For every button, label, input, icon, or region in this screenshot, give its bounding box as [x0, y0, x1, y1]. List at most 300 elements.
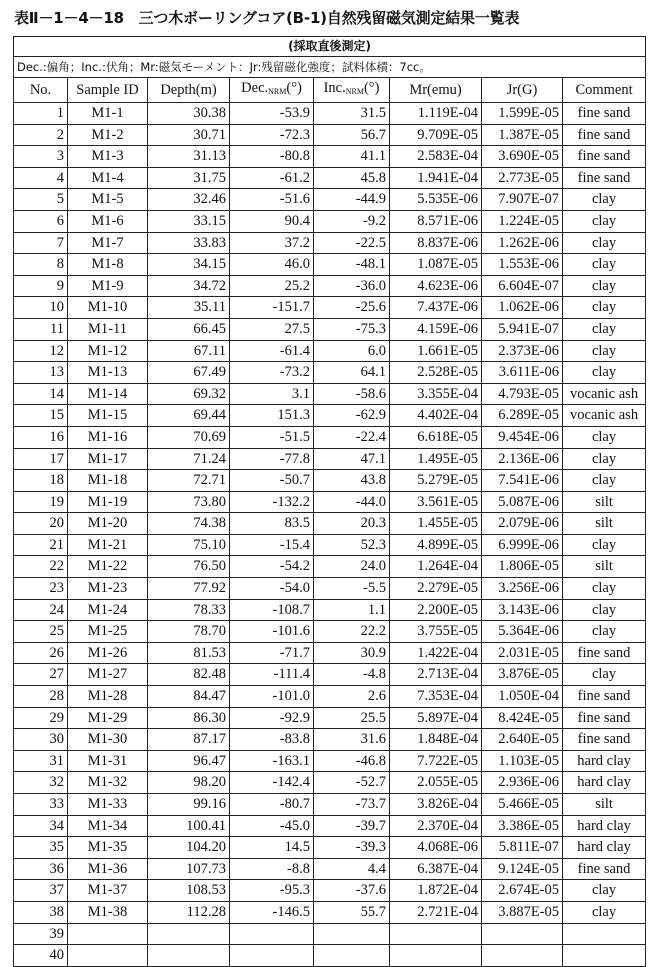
cell-inc: -9.2: [314, 210, 390, 232]
cell-mr: 4.623E-06: [390, 275, 482, 297]
cell-sample-id: M1-28: [68, 686, 148, 708]
cell-depth: 75.10: [148, 534, 230, 556]
cell-jr: 8.424E-05: [482, 707, 563, 729]
cell-depth: 77.92: [148, 578, 230, 600]
cell-depth: 86.30: [148, 707, 230, 729]
table-row: [14, 880, 646, 902]
cell-mr: 3.355E-04: [390, 383, 482, 405]
cell-sample-id: M1-26: [68, 642, 148, 664]
table-row: [14, 794, 646, 816]
cell-depth: 99.16: [148, 794, 230, 816]
cell-mr: 1.087E-05: [390, 254, 482, 276]
dec-header-main: Dec.: [241, 80, 269, 96]
cell-sample-id: M1-18: [68, 470, 148, 492]
cell-mr: 2.055E-05: [390, 772, 482, 794]
cell-comment: clay: [563, 232, 646, 254]
cell-inc: 43.8: [314, 470, 390, 492]
cell-sample-id: M1-2: [68, 124, 148, 146]
cell-no: 11: [14, 318, 68, 340]
cell-inc: 20.3: [314, 513, 390, 535]
cell-comment: clay: [563, 362, 646, 384]
cell-dec: 3.1: [230, 383, 314, 405]
cell-jr: 9.454E-06: [482, 426, 563, 448]
cell-comment: clay: [563, 621, 646, 643]
cell-dec: 14.5: [230, 837, 314, 859]
cell-mr: 4.402E-04: [390, 405, 482, 427]
cell-dec: -80.8: [230, 146, 314, 168]
cell-comment: clay: [563, 578, 646, 600]
cell-no: 7: [14, 232, 68, 254]
cell-comment: [563, 945, 646, 967]
cell-sample-id: M1-14: [68, 383, 148, 405]
cell-inc: 25.5: [314, 707, 390, 729]
cell-mr: 2.528E-05: [390, 362, 482, 384]
cell-jr: 2.079E-06: [482, 513, 563, 535]
cell-comment: clay: [563, 254, 646, 276]
cell-depth: 107.73: [148, 858, 230, 880]
table-row: [14, 858, 646, 880]
table-row: [14, 167, 646, 189]
cell-sample-id: M1-7: [68, 232, 148, 254]
cell-mr: 2.583E-04: [390, 146, 482, 168]
cell-inc: -58.6: [314, 383, 390, 405]
cell-dec: -72.3: [230, 124, 314, 146]
cell-depth: 112.28: [148, 901, 230, 923]
table-row: [14, 146, 646, 168]
cell-mr: 4.899E-05: [390, 534, 482, 556]
cell-mr: 1.455E-05: [390, 513, 482, 535]
cell-mr: 1.941E-04: [390, 167, 482, 189]
cell-dec: -73.2: [230, 362, 314, 384]
cell-comment: fine sand: [563, 103, 646, 125]
cell-inc: 55.7: [314, 901, 390, 923]
dec-header-sub: NRM: [268, 87, 287, 96]
cell-depth: 35.11: [148, 297, 230, 319]
cell-comment: fine sand: [563, 858, 646, 880]
cell-mr: 1.495E-05: [390, 448, 482, 470]
cell-sample-id: M1-15: [68, 405, 148, 427]
table-row: [14, 275, 646, 297]
cell-comment: hard clay: [563, 750, 646, 772]
document-title: 表Ⅱ－1－4－18 三つ木ボーリングコア(B-1)自然残留磁気測定結果一覧表: [14, 9, 520, 27]
cell-mr: 5.279E-05: [390, 470, 482, 492]
cell-jr: 1.553E-06: [482, 254, 563, 276]
cell-depth: 74.38: [148, 513, 230, 535]
table-row: [14, 729, 646, 751]
cell-inc: 31.5: [314, 103, 390, 125]
results-table: [13, 36, 646, 967]
cell-sample-id: M1-8: [68, 254, 148, 276]
cell-jr: 3.887E-05: [482, 901, 563, 923]
cell-depth: 84.47: [148, 686, 230, 708]
cell-no: 36: [14, 858, 68, 880]
cell-jr: 5.941E-07: [482, 318, 563, 340]
cell-dec: -8.8: [230, 858, 314, 880]
col-header-mr: Mr(emu): [390, 78, 482, 103]
cell-jr: 1.262E-06: [482, 232, 563, 254]
cell-inc: 45.8: [314, 167, 390, 189]
cell-mr: 1.119E-04: [390, 103, 482, 125]
cell-inc: 4.4: [314, 858, 390, 880]
cell-mr: 6.387E-04: [390, 858, 482, 880]
cell-jr: 3.143E-06: [482, 599, 563, 621]
cell-comment: silt: [563, 794, 646, 816]
cell-jr: 2.640E-05: [482, 729, 563, 751]
cell-comment: fine sand: [563, 124, 646, 146]
cell-sample-id: M1-1: [68, 103, 148, 125]
cell-comment: vocanic ash: [563, 383, 646, 405]
table-row: [14, 901, 646, 923]
cell-inc: 56.7: [314, 124, 390, 146]
cell-no: 20: [14, 513, 68, 535]
cell-mr: 9.709E-05: [390, 124, 482, 146]
cell-no: 12: [14, 340, 68, 362]
cell-comment: clay: [563, 340, 646, 362]
cell-sample-id: [68, 923, 148, 945]
table-row: [14, 232, 646, 254]
cell-depth: 69.32: [148, 383, 230, 405]
cell-inc: 52.3: [314, 534, 390, 556]
cell-mr: 2.721E-04: [390, 901, 482, 923]
cell-inc: -5.5: [314, 578, 390, 600]
cell-inc: 30.9: [314, 642, 390, 664]
cell-comment: clay: [563, 664, 646, 686]
cell-depth: 81.53: [148, 642, 230, 664]
cell-jr: 5.811E-07: [482, 837, 563, 859]
cell-jr: [482, 945, 563, 967]
cell-comment: hard clay: [563, 815, 646, 837]
cell-no: 35: [14, 837, 68, 859]
cell-mr: 4.159E-06: [390, 318, 482, 340]
cell-comment: clay: [563, 448, 646, 470]
cell-depth: [148, 923, 230, 945]
cell-jr: 4.793E-05: [482, 383, 563, 405]
cell-no: 10: [14, 297, 68, 319]
cell-jr: 5.364E-06: [482, 621, 563, 643]
cell-depth: 78.70: [148, 621, 230, 643]
cell-no: 37: [14, 880, 68, 902]
cell-no: 21: [14, 534, 68, 556]
table-caption: (採取直後測定): [14, 37, 646, 57]
cell-depth: 30.71: [148, 124, 230, 146]
cell-jr: 1.387E-05: [482, 124, 563, 146]
cell-mr: 1.422E-04: [390, 642, 482, 664]
cell-sample-id: M1-33: [68, 794, 148, 816]
table-row: [14, 340, 646, 362]
cell-jr: 2.674E-05: [482, 880, 563, 902]
cell-comment: hard clay: [563, 772, 646, 794]
cell-dec: 37.2: [230, 232, 314, 254]
table-row: [14, 621, 646, 643]
cell-sample-id: M1-10: [68, 297, 148, 319]
cell-depth: 108.53: [148, 880, 230, 902]
cell-mr: 7.437E-06: [390, 297, 482, 319]
cell-dec: -54.2: [230, 556, 314, 578]
cell-dec: -108.7: [230, 599, 314, 621]
table-row: [14, 254, 646, 276]
cell-depth: 34.72: [148, 275, 230, 297]
cell-comment: clay: [563, 880, 646, 902]
cell-comment: clay: [563, 210, 646, 232]
cell-jr: 5.466E-05: [482, 794, 563, 816]
cell-dec: -54.0: [230, 578, 314, 600]
cell-sample-id: M1-37: [68, 880, 148, 902]
table-row: [14, 815, 646, 837]
cell-dec: -111.4: [230, 664, 314, 686]
cell-sample-id: M1-21: [68, 534, 148, 556]
cell-no: 26: [14, 642, 68, 664]
cell-sample-id: M1-23: [68, 578, 148, 600]
table-row: [14, 124, 646, 146]
table-row: [14, 189, 646, 211]
cell-jr: 3.256E-06: [482, 578, 563, 600]
cell-depth: 76.50: [148, 556, 230, 578]
cell-depth: 31.75: [148, 167, 230, 189]
cell-jr: 1.599E-05: [482, 103, 563, 125]
cell-mr: 3.755E-05: [390, 621, 482, 643]
table-row: [14, 405, 646, 427]
cell-depth: 104.20: [148, 837, 230, 859]
cell-no: 29: [14, 707, 68, 729]
cell-no: 9: [14, 275, 68, 297]
cell-inc: [314, 923, 390, 945]
cell-dec: -142.4: [230, 772, 314, 794]
cell-dec: -51.5: [230, 426, 314, 448]
cell-dec: -15.4: [230, 534, 314, 556]
table-legend: Dec.:偏角；Inc.:伏角；Mr:磁気モーメント：Jr:残留磁化強度；試料体積：7cc。: [14, 57, 646, 78]
cell-comment: clay: [563, 426, 646, 448]
cell-no: 27: [14, 664, 68, 686]
cell-comment: clay: [563, 534, 646, 556]
table-row: [14, 297, 646, 319]
table-row: [14, 945, 646, 967]
cell-jr: 2.773E-05: [482, 167, 563, 189]
cell-inc: -39.7: [314, 815, 390, 837]
cell-sample-id: M1-11: [68, 318, 148, 340]
cell-depth: 96.47: [148, 750, 230, 772]
table-row: [14, 426, 646, 448]
cell-mr: 1.264E-04: [390, 556, 482, 578]
table-row: [14, 513, 646, 535]
cell-dec: -61.2: [230, 167, 314, 189]
cell-comment: clay: [563, 470, 646, 492]
cell-comment: hard clay: [563, 837, 646, 859]
cell-comment: vocanic ash: [563, 405, 646, 427]
cell-depth: 66.45: [148, 318, 230, 340]
cell-dec: -61.4: [230, 340, 314, 362]
cell-inc: 24.0: [314, 556, 390, 578]
cell-inc: -44.9: [314, 189, 390, 211]
cell-no: 14: [14, 383, 68, 405]
cell-sample-id: M1-34: [68, 815, 148, 837]
cell-comment: clay: [563, 297, 646, 319]
cell-no: 34: [14, 815, 68, 837]
cell-inc: -75.3: [314, 318, 390, 340]
cell-inc: 22.2: [314, 621, 390, 643]
cell-dec: [230, 923, 314, 945]
cell-mr: 6.618E-05: [390, 426, 482, 448]
table-row: [14, 923, 646, 945]
cell-no: 3: [14, 146, 68, 168]
cell-jr: 7.907E-07: [482, 189, 563, 211]
inc-header-unit: (°): [363, 80, 380, 96]
cell-dec: 46.0: [230, 254, 314, 276]
cell-no: 24: [14, 599, 68, 621]
cell-depth: 70.69: [148, 426, 230, 448]
cell-jr: 6.604E-07: [482, 275, 563, 297]
cell-jr: 1.224E-05: [482, 210, 563, 232]
cell-mr: 5.897E-04: [390, 707, 482, 729]
cell-no: 23: [14, 578, 68, 600]
cell-dec: -151.7: [230, 297, 314, 319]
cell-depth: 33.83: [148, 232, 230, 254]
cell-jr: 2.136E-06: [482, 448, 563, 470]
cell-no: 6: [14, 210, 68, 232]
header-row: [14, 78, 646, 103]
cell-inc: -39.3: [314, 837, 390, 859]
cell-sample-id: M1-3: [68, 146, 148, 168]
cell-inc: 6.0: [314, 340, 390, 362]
table-row: [14, 578, 646, 600]
cell-dec: -71.7: [230, 642, 314, 664]
table-row: [14, 750, 646, 772]
cell-sample-id: M1-32: [68, 772, 148, 794]
cell-jr: 1.050E-04: [482, 686, 563, 708]
cell-jr: 2.373E-06: [482, 340, 563, 362]
cell-inc: -36.0: [314, 275, 390, 297]
cell-comment: silt: [563, 556, 646, 578]
cell-mr: 7.353E-04: [390, 686, 482, 708]
table-row: [14, 210, 646, 232]
cell-inc: -46.8: [314, 750, 390, 772]
cell-sample-id: M1-25: [68, 621, 148, 643]
cell-comment: silt: [563, 513, 646, 535]
cell-jr: 6.289E-05: [482, 405, 563, 427]
cell-inc: -25.6: [314, 297, 390, 319]
cell-sample-id: M1-38: [68, 901, 148, 923]
cell-mr: 4.068E-06: [390, 837, 482, 859]
cell-inc: -44.0: [314, 491, 390, 513]
cell-no: 40: [14, 945, 68, 967]
cell-dec: 151.3: [230, 405, 314, 427]
cell-depth: 30.38: [148, 103, 230, 125]
cell-mr: 3.826E-04: [390, 794, 482, 816]
cell-sample-id: M1-5: [68, 189, 148, 211]
cell-no: 5: [14, 189, 68, 211]
cell-comment: clay: [563, 275, 646, 297]
cell-inc: -52.7: [314, 772, 390, 794]
cell-mr: 2.370E-04: [390, 815, 482, 837]
table-row: [14, 103, 646, 125]
cell-comment: clay: [563, 599, 646, 621]
cell-depth: 73.80: [148, 491, 230, 513]
cell-comment: fine sand: [563, 642, 646, 664]
cell-comment: fine sand: [563, 146, 646, 168]
cell-jr: 3.876E-05: [482, 664, 563, 686]
table-row: [14, 599, 646, 621]
cell-inc: -22.5: [314, 232, 390, 254]
table-body: [14, 103, 646, 967]
col-header-no: No.: [14, 78, 68, 103]
cell-mr: 1.661E-05: [390, 340, 482, 362]
cell-no: 18: [14, 470, 68, 492]
cell-sample-id: [68, 945, 148, 967]
cell-inc: 64.1: [314, 362, 390, 384]
cell-mr: [390, 923, 482, 945]
cell-no: 8: [14, 254, 68, 276]
cell-depth: 72.71: [148, 470, 230, 492]
table-row: [14, 686, 646, 708]
cell-jr: 3.611E-06: [482, 362, 563, 384]
cell-sample-id: M1-17: [68, 448, 148, 470]
cell-inc: -22.4: [314, 426, 390, 448]
col-header-jr: Jr(G): [482, 78, 563, 103]
cell-sample-id: M1-20: [68, 513, 148, 535]
cell-comment: fine sand: [563, 729, 646, 751]
cell-dec: -83.8: [230, 729, 314, 751]
cell-no: 2: [14, 124, 68, 146]
cell-no: 22: [14, 556, 68, 578]
cell-depth: 71.24: [148, 448, 230, 470]
cell-sample-id: M1-36: [68, 858, 148, 880]
cell-no: 17: [14, 448, 68, 470]
cell-dec: [230, 945, 314, 967]
cell-inc: 47.1: [314, 448, 390, 470]
cell-depth: [148, 945, 230, 967]
cell-sample-id: M1-35: [68, 837, 148, 859]
cell-dec: 90.4: [230, 210, 314, 232]
cell-comment: clay: [563, 189, 646, 211]
cell-dec: -80.7: [230, 794, 314, 816]
cell-depth: 67.49: [148, 362, 230, 384]
cell-dec: -101.0: [230, 686, 314, 708]
cell-jr: 9.124E-05: [482, 858, 563, 880]
cell-no: 39: [14, 923, 68, 945]
cell-dec: -163.1: [230, 750, 314, 772]
cell-inc: 31.6: [314, 729, 390, 751]
cell-mr: [390, 945, 482, 967]
cell-no: 15: [14, 405, 68, 427]
cell-jr: 2.936E-06: [482, 772, 563, 794]
cell-sample-id: M1-9: [68, 275, 148, 297]
cell-no: 31: [14, 750, 68, 772]
table-row: [14, 707, 646, 729]
cell-dec: -45.0: [230, 815, 314, 837]
table-row: [14, 491, 646, 513]
cell-dec: -146.5: [230, 901, 314, 923]
cell-comment: fine sand: [563, 686, 646, 708]
col-header-dec: [230, 78, 314, 103]
cell-depth: 69.44: [148, 405, 230, 427]
cell-no: 25: [14, 621, 68, 643]
dec-header-unit: (°): [286, 80, 302, 96]
col-header-sample-id: Sample ID: [68, 78, 148, 103]
cell-no: 28: [14, 686, 68, 708]
col-header-comment: Comment: [563, 78, 646, 103]
inc-header-sub: NRM: [345, 87, 364, 96]
cell-sample-id: M1-22: [68, 556, 148, 578]
cell-no: 13: [14, 362, 68, 384]
cell-mr: 3.561E-05: [390, 491, 482, 513]
cell-dec: -50.7: [230, 470, 314, 492]
cell-comment: fine sand: [563, 707, 646, 729]
cell-comment: clay: [563, 901, 646, 923]
cell-comment: [563, 923, 646, 945]
cell-inc: [314, 945, 390, 967]
cell-no: 4: [14, 167, 68, 189]
cell-no: 38: [14, 901, 68, 923]
cell-no: 19: [14, 491, 68, 513]
